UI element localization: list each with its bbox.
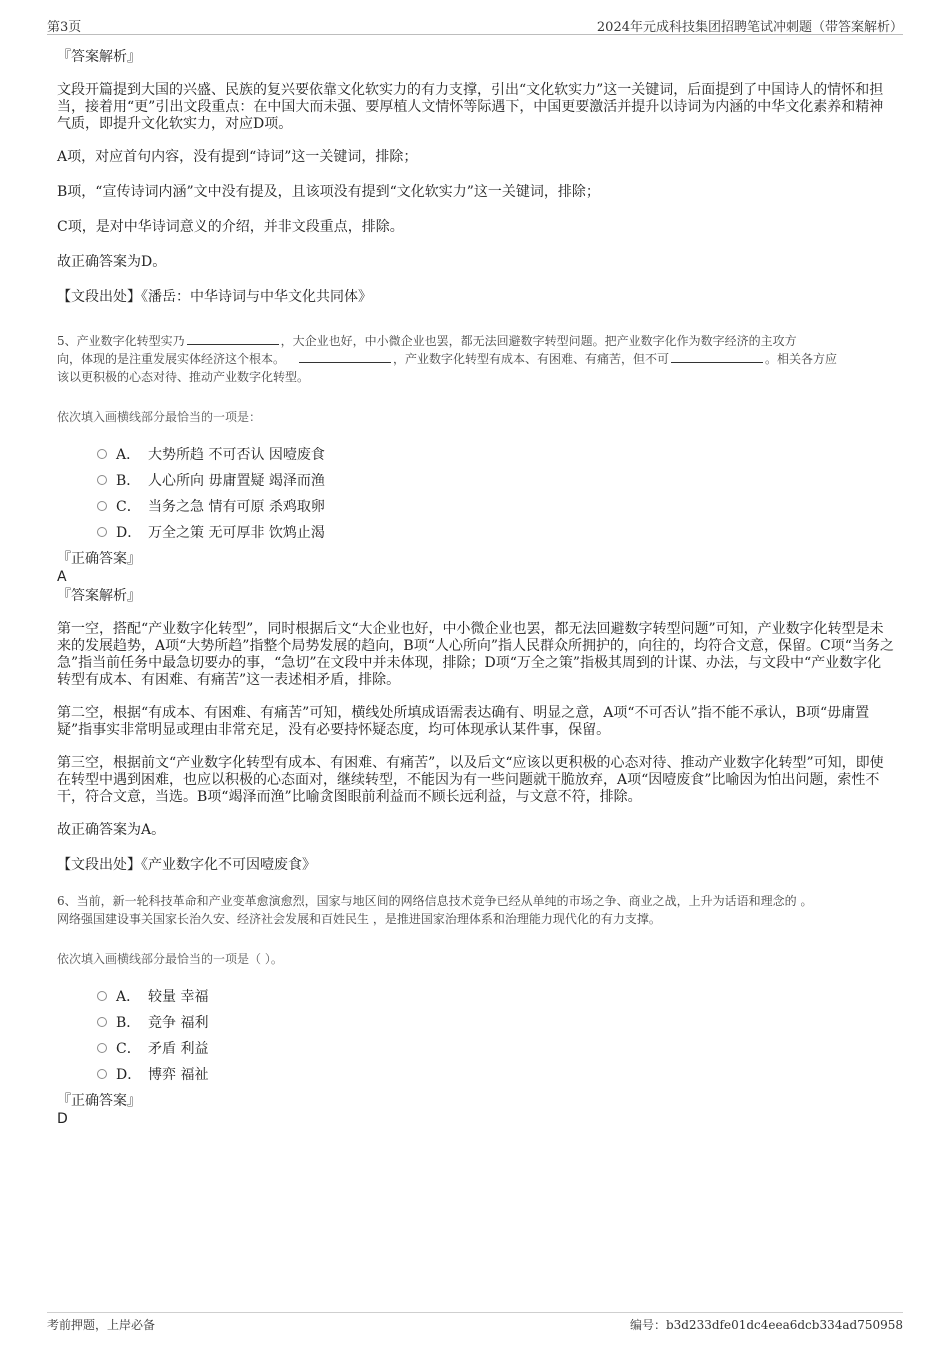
document-title: 2024年元成科技集团招聘笔试冲刺题（带答案解析） xyxy=(596,20,903,35)
analysis-paragraph: 故正确答案为D。 xyxy=(57,254,167,270)
radio-icon[interactable] xyxy=(97,501,107,511)
main-content xyxy=(57,44,895,1129)
analysis-paragraph: 故正确答案为A。 xyxy=(57,822,166,838)
page-footer xyxy=(47,1312,903,1335)
analysis-paragraph: 第三空，根据前文“产业数字化转型有成本、有困难、有痛苦”，以及后文“应该以更积极的心态对待、推动产业数字化转型”可知，即使在转型中遇到困难，也应以积极的心态面对，继续转型，不能因为有一些问题就干脆放弃，A项“因噎废食”比喻因为怕出问题，索性不干，符合文意，当选。B项“竭泽而渔”比喻贪图眼前利益而不顾长远利益，与文意不符，排除。 xyxy=(57,755,884,805)
analysis-label: 『答案解析』 xyxy=(57,49,141,65)
fill-blank xyxy=(299,350,391,363)
option-d[interactable]: D． 博弈 福祉 xyxy=(97,1061,895,1087)
option-d[interactable]: D． 万全之策 无可厚非 饮鸩止渴 xyxy=(97,519,895,545)
document-code: 编号：b3d233dfe01dc4eea6dcb334ad750958 xyxy=(629,1318,903,1332)
answer-label: 『正确答案』 xyxy=(57,551,141,567)
radio-icon[interactable] xyxy=(97,475,107,485)
analysis-label: 『答案解析』 xyxy=(57,588,141,604)
source-citation: 【文段出处】《产业数字化不可因噎废食》 xyxy=(57,857,316,873)
radio-icon[interactable] xyxy=(97,1043,107,1053)
source-citation: 【文段出处】《潘岳：中华诗词与中华文化共同体》 xyxy=(57,289,372,305)
option-list xyxy=(97,983,895,1087)
question-stem: 6、当前，新一轮科技革命和产业变革愈演愈烈，国家与地区间的网络信息技术竞争已经从单纯的市场之争、商业之战，上升为话语和理念的 。 网络强国建设事关国家长治久安、经济社会发展和百姓民生 ，是推进国家治理体系和治理能力现代化的有力支撑。 xyxy=(57,894,813,926)
correct-answer: A xyxy=(57,569,67,585)
fill-blank xyxy=(187,332,279,345)
option-c[interactable]: C． 当务之急 情有可原 杀鸡取卵 xyxy=(97,493,895,519)
radio-icon[interactable] xyxy=(97,527,107,537)
answer-label: 『正确答案』 xyxy=(57,1093,141,1109)
option-a[interactable]: A． 大势所趋 不可否认 因噎废食 xyxy=(97,441,895,467)
footer-slogan: 考前押题，上岸必备 xyxy=(47,1318,156,1332)
radio-icon[interactable] xyxy=(97,1017,107,1027)
analysis-paragraph: B项，“宣传诗词内涵”文中没有提及，且该项没有提到“文化软实力”这一关键词，排除； xyxy=(57,184,600,200)
option-a[interactable]: A． 较量 幸福 xyxy=(97,983,895,1009)
analysis-paragraph: 文段开篇提到大国的兴盛、民族的复兴要依靠文化软实力的有力支撑，引出“文化软实力”这一关键词，后面提到了中国诗人的情怀和担当，接着用“更”引出文段重点：在中国大而未强、要厚植人文情怀等际遇下，中国更要激活并提升以诗词为内涵的中华文化素养和精神气质，即提升文化软实力，对应D项。 xyxy=(57,82,884,132)
analysis-paragraph: 第二空，根据“有成本、有困难、有痛苦”可知，横线处所填成语需表达确有、明显之意，A项“不可否认”指不能不承认，B项“毋庸置疑”指事实非常明显或理由非常充足，没有必要持怀疑态度，均可体现承认某件事，保留。 xyxy=(57,705,870,738)
question-prompt: 依次填入画横线部分最恰当的一项是： xyxy=(57,410,262,424)
option-list xyxy=(97,441,895,545)
analysis-paragraph: A项，对应首句内容，没有提到“诗词”这一关键词，排除； xyxy=(57,149,418,165)
option-b[interactable]: B． 人心所向 毋庸置疑 竭泽而渔 xyxy=(97,467,895,493)
page-number: 第3页 xyxy=(47,20,82,35)
radio-icon[interactable] xyxy=(97,449,107,459)
option-b[interactable]: B． 竞争 福利 xyxy=(97,1009,895,1035)
question-prompt: 依次填入画横线部分最恰当的一项是（ ）。 xyxy=(57,952,283,966)
analysis-paragraph: 第一空，搭配“产业数字化转型”，同时根据后文“大企业也好，中小微企业也罢，都无法回避数字转型问题”可知，产业数字化转型是未来的发展趋势，A项“大势所趋”指整个局势发展的趋向，B项“人心所向”指人民群众所拥护的，向往的，均符合文意，保留。C项“当务之急”指当前任务中最急切要办的事，“急切”在文段中并未体现，排除；D项“万全之策”指极其周到的计谋、办法，与文段中“产业数字化转型有成本、有困难、有痛苦”这一表述相矛盾，排除。 xyxy=(57,621,894,688)
radio-icon[interactable] xyxy=(97,1069,107,1079)
radio-icon[interactable] xyxy=(97,991,107,1001)
question-stem: 5、产业数字化转型实乃 ，大企业也好，中小微企业也罢，都无法回避数字转型问题。把产业数字化作为数字经济的主攻方 向，体现的是注重发展实体经济这个根本。 ，产业数字化转型有成本、有困难、有痛苦，但不可 。相关各方应 该以更积极的心态对待、推动产业数字化转型。 xyxy=(57,334,838,384)
analysis-paragraph: C项，是对中华诗词意义的介绍，并非文段重点，排除。 xyxy=(57,219,404,235)
fill-blank xyxy=(671,350,763,363)
option-c[interactable]: C． 矛盾 利益 xyxy=(97,1035,895,1061)
page-header xyxy=(47,14,903,35)
correct-answer: D xyxy=(57,1111,68,1127)
